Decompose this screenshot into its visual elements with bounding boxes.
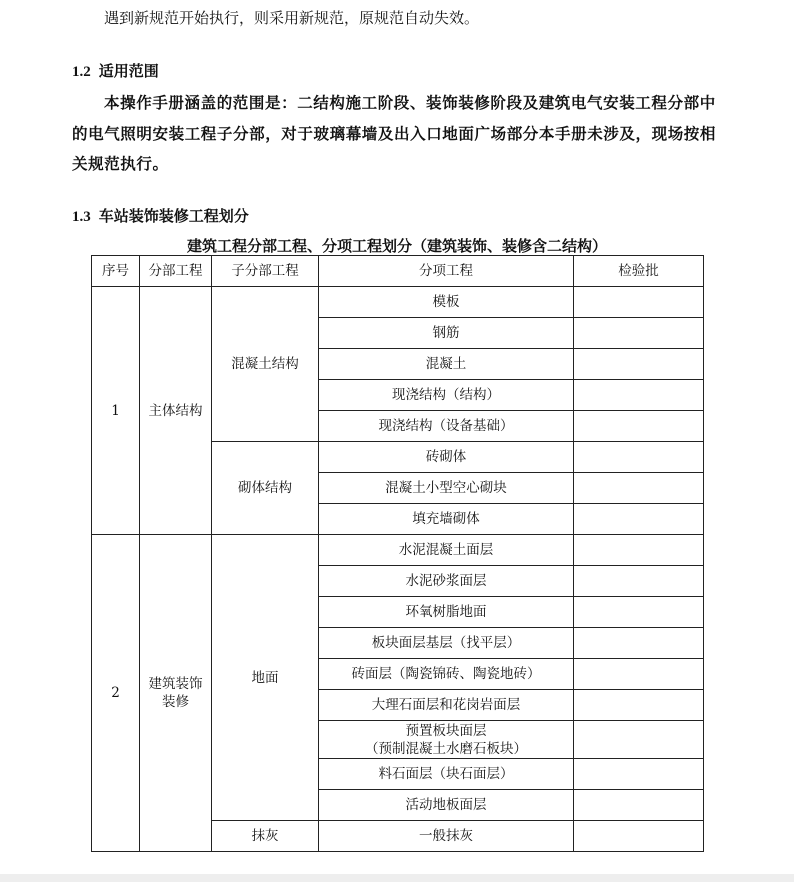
cell-division: 主体结构 (140, 287, 212, 535)
cell-subdivision: 地面 (212, 535, 319, 821)
section-number: 1.2 (72, 64, 91, 80)
table-row (92, 287, 704, 318)
cell-item: 板块面层基层（找平层） (319, 628, 574, 659)
cell-inspection-lot (574, 287, 704, 318)
cell-inspection-lot (574, 821, 704, 852)
item-line: 预置板块面层 (405, 722, 487, 739)
cell-item: 混凝土 (319, 349, 574, 380)
cell-inspection-lot (574, 566, 704, 597)
cell-inspection-lot (574, 504, 704, 535)
header-item: 分项工程 (319, 256, 574, 287)
cell-subdivision: 砌体结构 (212, 442, 319, 535)
cell-no: 1 (92, 287, 140, 535)
header-division: 分部工程 (140, 256, 212, 287)
scope-paragraph-line-1: 本操作手册涵盖的范围是：二结构施工阶段、装饰装修阶段及建筑电气安装工程分部中 (104, 93, 716, 112)
cell-item: 一般抹灰 (319, 821, 574, 852)
cell-item (319, 721, 574, 759)
section-1-2-heading (72, 60, 159, 81)
cell-no: 2 (92, 535, 140, 852)
header-inspection-lot: 检验批 (574, 256, 704, 287)
section-1-3-heading (72, 205, 249, 226)
scope-paragraph-line-2: 的电气照明安装工程子分部，对于玻璃幕墙及出入口地面广场部分本手册未涉及，现场按相 (72, 124, 717, 143)
division-line: 装修 (162, 694, 189, 710)
cell-inspection-lot (574, 721, 704, 759)
header-subdivision: 子分部工程 (212, 256, 319, 287)
cell-inspection-lot (574, 411, 704, 442)
cell-subdivision: 混凝土结构 (212, 287, 319, 442)
cell-item: 现浇结构（结构） (319, 380, 574, 411)
cell-inspection-lot (574, 349, 704, 380)
cell-inspection-lot (574, 597, 704, 628)
cell-inspection-lot (574, 659, 704, 690)
section-title: 适用范围 (98, 62, 159, 80)
cell-item: 现浇结构（设备基础） (319, 411, 574, 442)
cell-inspection-lot (574, 628, 704, 659)
cell-subdivision: 抹灰 (212, 821, 319, 852)
cell-item: 砖面层（陶瓷锦砖、陶瓷地砖） (319, 659, 574, 690)
cell-inspection-lot (574, 318, 704, 349)
section-title: 车站装饰装修工程划分 (98, 207, 249, 225)
cell-item: 砖砌体 (319, 442, 574, 473)
table-caption: 建筑工程分部工程、分项工程划分（建筑装饰、装修含二结构） (186, 237, 607, 255)
cell-division (140, 535, 212, 852)
cell-inspection-lot (574, 442, 704, 473)
cell-item: 钢筋 (319, 318, 574, 349)
cell-item: 水泥砂浆面层 (319, 566, 574, 597)
division-line: 建筑装饰 (148, 676, 203, 692)
cell-item: 模板 (319, 287, 574, 318)
header-no: 序号 (92, 256, 140, 287)
cell-item: 环氧树脂地面 (319, 597, 574, 628)
table-header-row (92, 256, 704, 287)
cell-item: 填充墙砌体 (319, 504, 574, 535)
scope-paragraph-line-3: 关规范执行。 (72, 154, 169, 173)
cell-item: 水泥混凝土面层 (319, 535, 574, 566)
cell-item: 料石面层（块石面层） (319, 759, 574, 790)
section-number: 1.3 (72, 209, 91, 225)
cell-inspection-lot (574, 380, 704, 411)
division-table (91, 255, 704, 852)
intro-line: 遇到新规范开始执行，则采用新规范，原规范自动失效。 (104, 9, 480, 27)
cell-inspection-lot (574, 535, 704, 566)
cell-inspection-lot (574, 473, 704, 504)
cell-inspection-lot (574, 690, 704, 721)
cell-item: 混凝土小型空心砌块 (319, 473, 574, 504)
item-line: （预制混凝土水磨石板块） (365, 740, 527, 757)
cell-item: 活动地板面层 (319, 790, 574, 821)
page-bottom-edge (0, 874, 794, 882)
cell-item: 大理石面层和花岗岩面层 (319, 690, 574, 721)
table-row (92, 535, 704, 566)
cell-inspection-lot (574, 759, 704, 790)
cell-inspection-lot (574, 790, 704, 821)
